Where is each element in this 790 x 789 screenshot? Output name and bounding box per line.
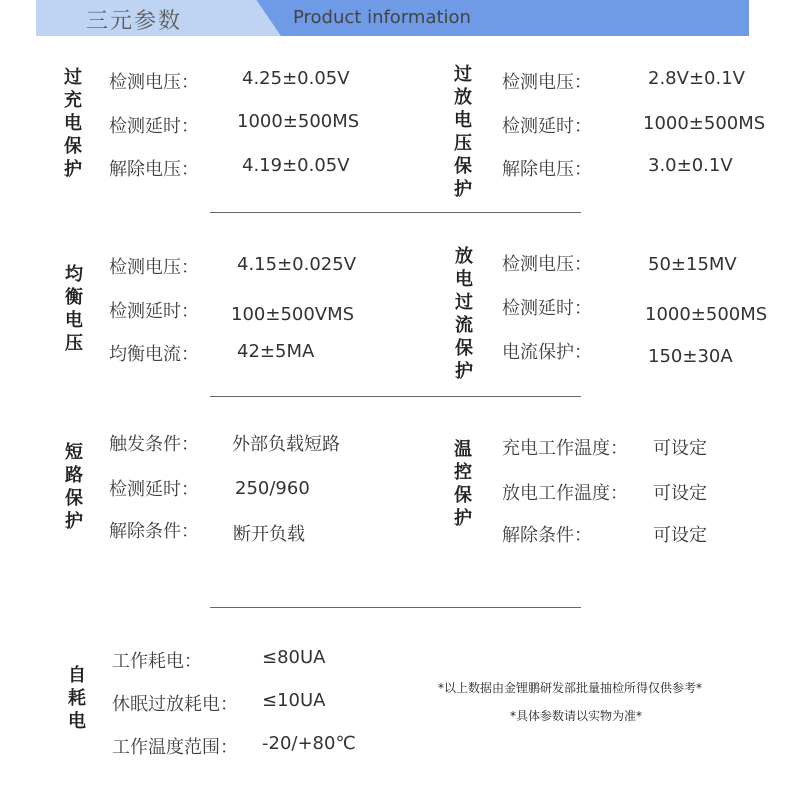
overcharge-row-3-value: 4.19±0.05V [242, 155, 350, 176]
self-consumption-row-3-value: -20/+80℃ [262, 733, 356, 754]
temperature-row-2-value: 可设定 [653, 483, 707, 504]
header-title-en: Product information [293, 7, 471, 28]
self-consumption-row-1-value: ≤80UA [262, 647, 326, 668]
overdischarge-row-2-label: 检测延时： [502, 116, 592, 137]
discharge-overcurrent-row-1-value: 50±15MV [648, 254, 737, 275]
label-char: 护 [454, 179, 472, 200]
header-title-cn: 三元参数 [86, 9, 183, 34]
label-char: 保 [454, 156, 472, 177]
short-circuit-row-1-value: 外部负载短路 [232, 434, 340, 455]
label-char: 电 [68, 711, 86, 732]
discharge-overcurrent-row-1-label: 检测电压： [502, 254, 592, 275]
self-consumption-row-3-label: 工作温度范围： [112, 737, 238, 758]
section-label-self-consumption [64, 664, 90, 733]
section-divider [210, 607, 581, 608]
short-circuit-row-2-value: 250/960 [235, 478, 310, 499]
label-char: 电 [64, 113, 82, 134]
label-char: 温 [454, 439, 472, 460]
label-char: 衡 [65, 287, 83, 308]
label-char: 放 [455, 246, 473, 267]
balance-row-3-value: 42±5MA [237, 341, 315, 362]
label-char: 电 [455, 269, 473, 290]
self-consumption-row-1-label: 工作耗电： [112, 651, 202, 672]
temperature-row-3-value: 可设定 [653, 525, 707, 546]
balance-row-2-value: 100±500VMS [231, 304, 355, 325]
balance-row-1-label: 检测电压： [109, 257, 199, 278]
balance-row-1-value: 4.15±0.025V [237, 254, 357, 275]
label-char: 充 [64, 90, 82, 111]
label-char: 路 [65, 465, 83, 486]
label-char: 保 [65, 488, 83, 509]
label-char: 短 [65, 442, 83, 463]
label-char: 护 [455, 361, 473, 382]
self-consumption-row-2-label: 休眠过放耗电： [112, 694, 238, 715]
overdischarge-row-2-value: 1000±500MS [643, 113, 766, 134]
label-char: 压 [65, 333, 83, 354]
label-char: 过 [454, 64, 472, 85]
discharge-overcurrent-row-3-label: 电流保护： [502, 342, 592, 363]
short-circuit-row-3-value: 断开负载 [233, 524, 305, 545]
discharge-overcurrent-row-3-value: 150±30A [648, 346, 733, 367]
overdischarge-row-3-value: 3.0±0.1V [648, 155, 733, 176]
self-consumption-row-2-value: ≤10UA [262, 690, 326, 711]
balance-row-2-label: 检测延时： [109, 301, 199, 322]
section-label-overcharge [60, 66, 86, 181]
label-char: 过 [455, 292, 473, 313]
temperature-row-3-label: 解除条件： [502, 525, 592, 546]
label-char: 电 [454, 110, 472, 131]
label-char: 流 [455, 315, 473, 336]
section-label-balance [61, 263, 87, 355]
label-char: 保 [455, 338, 473, 359]
label-char: 护 [454, 508, 472, 529]
label-char: 过 [64, 67, 82, 88]
section-divider [210, 396, 581, 397]
overcharge-row-1-value: 4.25±0.05V [242, 68, 350, 89]
section-label-overdischarge [450, 63, 476, 201]
overdischarge-row-1-label: 检测电压： [502, 72, 592, 93]
overdischarge-row-3-label: 解除电压： [502, 159, 592, 180]
section-divider [210, 212, 581, 213]
overcharge-row-3-label: 解除电压： [109, 159, 199, 180]
label-char: 自 [68, 665, 86, 686]
overdischarge-row-1-value: 2.8V±0.1V [648, 68, 745, 89]
short-circuit-row-1-label: 触发条件： [109, 434, 199, 455]
section-label-short-circuit [61, 441, 87, 533]
label-char: 放 [454, 87, 472, 108]
overcharge-row-1-label: 检测电压： [109, 72, 199, 93]
disclaimer-note-2: *具体参数请以实物为准* [510, 709, 643, 723]
temperature-row-1-value: 可设定 [653, 438, 707, 459]
label-char: 压 [454, 133, 472, 154]
label-char: 电 [65, 310, 83, 331]
balance-row-3-label: 均衡电流： [109, 344, 199, 365]
label-char: 均 [65, 264, 83, 285]
temperature-row-1-label: 充电工作温度： [502, 438, 628, 459]
label-char: 护 [65, 511, 83, 532]
label-char: 耗 [68, 688, 86, 709]
overcharge-row-2-label: 检测延时： [109, 116, 199, 137]
header-banner [36, 0, 749, 36]
discharge-overcurrent-row-2-label: 检测延时： [502, 298, 592, 319]
discharge-overcurrent-row-2-value: 1000±500MS [645, 304, 768, 325]
section-label-temperature [450, 438, 476, 530]
disclaimer-note-1: *以上数据由金锂鹏研发部批量抽检所得仅供参考* [438, 681, 703, 695]
short-circuit-row-3-label: 解除条件： [109, 521, 199, 542]
label-char: 控 [454, 462, 472, 483]
overcharge-row-2-value: 1000±500MS [237, 111, 360, 132]
section-label-discharge-overcurrent [451, 245, 477, 383]
temperature-row-2-label: 放电工作温度： [502, 483, 628, 504]
short-circuit-row-2-label: 检测延时： [109, 479, 199, 500]
label-char: 保 [454, 485, 472, 506]
label-char: 护 [64, 159, 82, 180]
label-char: 保 [64, 136, 82, 157]
